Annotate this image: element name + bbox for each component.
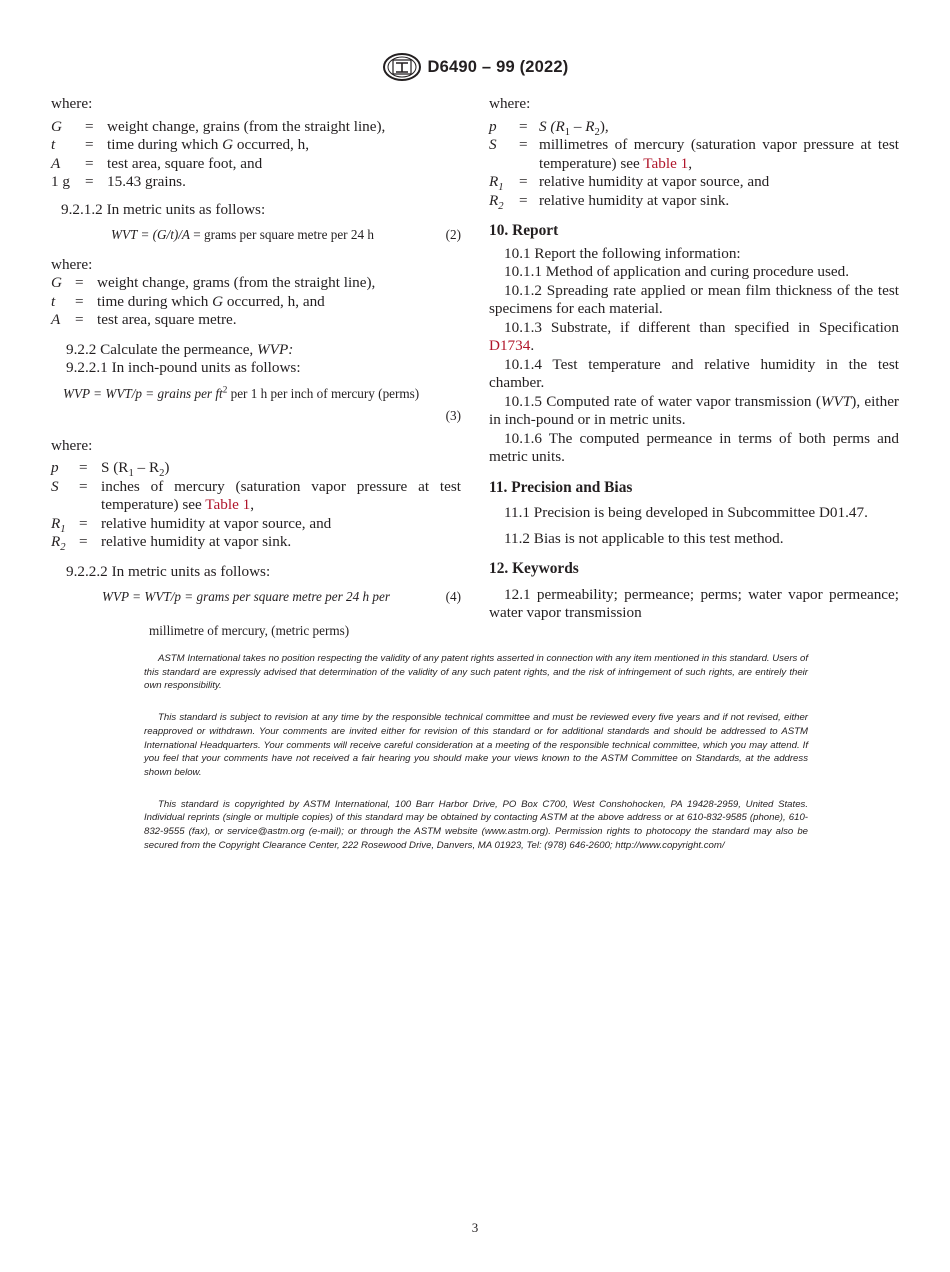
definition-text: relative humidity at vapor sink. xyxy=(539,191,730,209)
paragraph-10-1-2: 10.1.2 Spreading rate applied or mean film thickness of the test specimens for each material. xyxy=(489,281,899,317)
definition-text: inches of mercury (saturation vapor pressure at test temperature) see Table 1, xyxy=(101,477,461,513)
definition-text: relative humidity at vapor source, and xyxy=(539,173,770,190)
definition-text: relative humidity at vapor source, and xyxy=(101,514,332,532)
definition-text: weight change, grains (from the straight line), xyxy=(107,117,386,135)
equals-sign: = xyxy=(519,136,528,153)
definitions-list-grains xyxy=(51,118,461,192)
symbol-p: p xyxy=(489,117,497,135)
definition-text: relative humidity at vapor sink. xyxy=(101,533,292,550)
equals-sign: = xyxy=(79,459,88,476)
symbol-t: t xyxy=(51,292,56,310)
symbol-S: S xyxy=(51,477,59,495)
equals-sign: = xyxy=(519,173,528,190)
equation-3-text: WVP = WVT/p = grains per $ft^2$ per 1 h per inch of mercury (perms) xyxy=(63,384,420,401)
paragraph-10-1-1: 10.1.1 Method of application and curing procedure used. xyxy=(504,263,849,280)
equals-sign: = xyxy=(85,154,94,172)
equals-sign: = xyxy=(79,514,88,532)
equals-sign: = xyxy=(519,191,528,209)
paragraph-10-1-5: 10.1.5 Computed rate of water vapor transmission (WVT), either in inch-pound or in metric units. xyxy=(489,392,899,428)
definition-text: test area, square metre. xyxy=(97,311,237,328)
where-label: where: xyxy=(489,95,531,112)
equation-3-number-row xyxy=(51,407,461,426)
equals-sign: = xyxy=(85,136,94,153)
equals-sign: = xyxy=(85,173,94,190)
definitions-list-mm-mercury xyxy=(489,118,899,211)
standard-designation: D6490 – 99 (2022) xyxy=(427,57,569,76)
paragraph-10-1-3: 10.1.3 Substrate, if different than specified in Specification D1734. xyxy=(489,318,899,354)
symbol-R2: $R_2$ xyxy=(489,191,504,212)
equals-sign: = xyxy=(79,477,88,495)
definition-text: time during which G occurred, h, and xyxy=(97,292,325,310)
paragraph-11-2: 11.2 Bias is not applicable to this test method. xyxy=(504,529,784,547)
symbol-S: S xyxy=(489,136,497,153)
astm-logo-icon xyxy=(382,52,422,82)
equation-4 xyxy=(51,588,461,607)
paragraph-9-2-2-2: 9.2.2.2 In metric units as follows: xyxy=(66,562,271,580)
definitions-list-inch-mercury xyxy=(51,459,461,552)
symbol-gram: 1 g xyxy=(51,173,70,190)
equation-3 xyxy=(51,385,461,404)
equation-2 xyxy=(51,226,461,245)
definition-text: 15.43 grains. xyxy=(107,173,186,190)
definition-text: S $(R_1 - R_2)$, xyxy=(539,117,609,138)
where-label: where: xyxy=(51,255,93,273)
definition-text: test area, square foot, and xyxy=(107,154,263,172)
paragraph-10-1-4: 10.1.4 Test temperature and relative humidity in the test chamber. xyxy=(489,355,899,391)
left-column xyxy=(51,95,461,640)
symbol-R2: $R_2$ xyxy=(51,533,66,554)
right-column xyxy=(489,95,899,623)
d1734-link[interactable]: D1734 xyxy=(489,337,531,354)
symbol-R1: $R_1$ xyxy=(489,173,504,194)
equation-number: (4) xyxy=(445,589,461,604)
equals-sign: = xyxy=(85,117,94,135)
equals-sign: = xyxy=(519,117,528,135)
equals-sign: = xyxy=(79,533,88,550)
symbol-G: G xyxy=(51,274,62,291)
page-header xyxy=(0,52,950,82)
paragraph-10-1: 10.1 Report the following information: xyxy=(504,244,741,262)
legal-notices xyxy=(144,652,808,870)
equation-2-text: WVT = (G/t)/A = grams per square metre per 24 h xyxy=(111,227,374,242)
equals-sign: = xyxy=(75,292,84,310)
section-heading-keywords: 12. Keywords xyxy=(489,560,579,577)
definition-text: time during which G occurred, h, xyxy=(107,136,310,153)
symbol-A: A xyxy=(51,154,61,172)
paragraph-9-2-2-1: 9.2.2.1 In inch-pound units as follows: xyxy=(66,359,301,376)
symbol-R1: $R_1$ xyxy=(51,514,66,535)
equation-number: (3) xyxy=(445,408,461,423)
equals-sign: = xyxy=(75,274,84,291)
table-1-link[interactable]: Table 1 xyxy=(205,496,251,513)
definition-text: millimetres of mercury (saturation vapor pressure at test temperature) see Table 1, xyxy=(539,136,899,172)
paragraph-12-1: 12.1 permeability; permeance; perms; water vapor permeance; water vapor transmission xyxy=(489,585,899,621)
section-heading-report: 10. Report xyxy=(489,222,559,239)
page-number: 3 xyxy=(471,1220,479,1235)
patent-notice: ASTM International takes no position respecting the validity of any patent rights asserted in connection with any item mentioned in this standard. Users of this standard are expressly advised that determination of the validity of any such patent rights, and the risk of infringement of such rights, are entirely their own responsibility. xyxy=(144,653,808,692)
symbol-A: A xyxy=(51,311,61,328)
copyright-notice: This standard is copyrighted by ASTM International, 100 Barr Harbor Drive, PO Box C700, West Conshohocken, PA 19428-2959, United States. Individual reprints (single or multiple copies) of this standard may be obtained by contacting ASTM at the above address or at 610-832-9585 (phone), 610-832-9555 (fax), or service@astm.org (e-mail); or through the ASTM website (www.astm.org). Permission rights to photocopy the standard may also be secured from the Copyright Clearance Center, 222 Rosewood Drive, Danvers, MA 01923, Tel: (978) 646-2600; http://www.copyright.com/ xyxy=(144,798,808,851)
where-label: where: xyxy=(51,95,93,112)
symbol-p: p xyxy=(51,459,59,476)
where-label: where: xyxy=(51,436,93,454)
symbol-t: t xyxy=(51,136,56,153)
equation-number: (2) xyxy=(445,227,461,242)
table-1-link[interactable]: Table 1 xyxy=(643,154,689,172)
equals-sign: = xyxy=(75,311,84,328)
paragraph-9-2-2: 9.2.2 Calculate the permeance, WVP: xyxy=(66,340,294,358)
equation-4-text: WVP = WVT/p = grams per square metre per 24 h per xyxy=(102,589,390,604)
paragraph-11-1: 11.1 Precision is being developed in Subcommittee D01.47. xyxy=(504,504,868,521)
equation-4-continuation: millimetre of mercury, (metric perms) xyxy=(149,622,350,638)
revision-notice: This standard is subject to revision at any time by the responsible technical committee and must be reviewed every five years and if not revised, either reapproved or withdrawn. Your comments are invited either for revision of this standard or for additional standards and should be addressed to ASTM International Headquarters. Your comments will receive careful consideration at a meeting of the responsible technical committee, which you may attend. If you feel that your comments have not received a fair hearing you should make your views known to the ASTM Committee on Standards, at the address shown below. xyxy=(144,712,808,778)
section-heading-precision-bias: 11. Precision and Bias xyxy=(489,478,633,496)
paragraph-9-2-1-2: 9.2.1.2 In metric units as follows: xyxy=(61,200,266,218)
definitions-list-grams xyxy=(51,274,461,330)
definition-text: weight change, grams (from the straight line), xyxy=(97,274,376,291)
symbol-G: G xyxy=(51,117,62,135)
definition-text: S $(R_1 - R_2)$ xyxy=(101,459,170,480)
paragraph-10-1-6: 10.1.6 The computed permeance in terms of both perms and metric units. xyxy=(489,429,899,465)
